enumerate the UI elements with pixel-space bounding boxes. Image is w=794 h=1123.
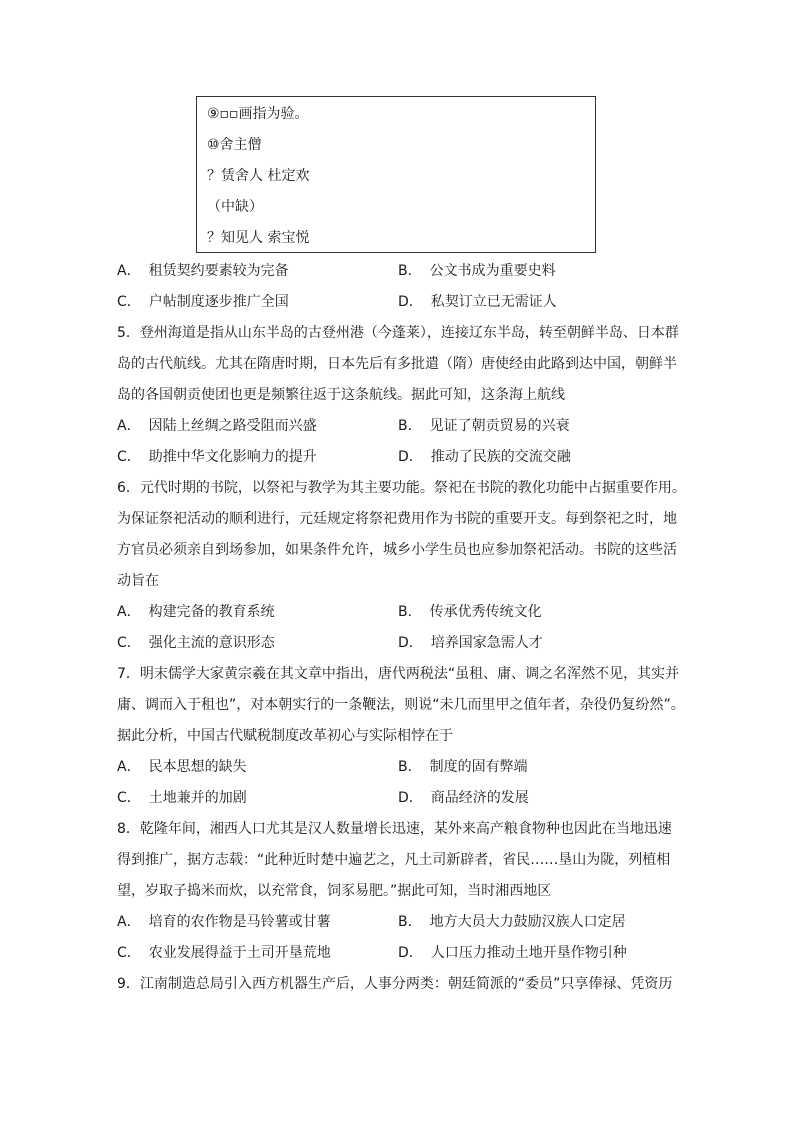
q7-stem-line-3: 据此分析，中国古代赋税制度改革初心与实际相悖在于 [117, 728, 453, 744]
q6-option-a: A． 构建完备的教育系统 [117, 604, 275, 620]
excerpt-line-3: ？赁舍人 杜定欢 [207, 168, 310, 184]
q5-option-d: D． 推动了民族的交流交融 [398, 449, 571, 465]
q8-option-b: B． 地方大员大力鼓励汉族人口定居 [398, 914, 626, 930]
q8-stem-line-1: 8．乾隆年间，湘西人口尤其是汉人数量增长迅速，某外来高产粮食物种也因此在当地迅速 [117, 821, 672, 837]
q7-option-d: D． 商品经济的发展 [398, 790, 529, 806]
q8-option-c: C． 农业发展得益于土司开垦荒地 [117, 945, 331, 961]
q6-stem-line-4: 动旨在 [117, 573, 159, 589]
q6-stem-line-2: 为保证祭祀活动的顺利进行，元廷规定将祭祀费用作为书院的重要开支。每到祭祀之时，地 [117, 511, 677, 527]
q8-option-d: D． 人口压力推动土地开垦作物引种 [398, 945, 627, 961]
q6-stem-line-3: 方官员必须亲自到场参加，如果条件允许，城乡小学生员也应参加祭祀活动。书院的这些活 [117, 542, 677, 558]
q7-option-c: C． 土地兼并的加剧 [117, 790, 247, 806]
q9-stem-line-1: 9．江南制造总局引入西方机器生产后，人事分两类：朝廷简派的“委员”只享俸禄、凭资历 [117, 976, 673, 992]
q7-stem-line-1: 7．明末儒学大家黄宗羲在其文章中指出，唐代两税法“虽租、庸、调之名浑然不见，其实并 [117, 666, 680, 682]
q4-option-a: A． 租赁契约要素较为完备 [117, 263, 289, 279]
q6-option-c: C． 强化主流的意识形态 [117, 635, 275, 651]
excerpt-line-5: ？知见人 索宝悦 [207, 230, 310, 246]
q5-option-c: C． 助推中华文化影响力的提升 [117, 449, 317, 465]
q4-option-c: C． 户帖制度逐步推广全国 [117, 294, 289, 310]
q5-stem-line-2: 岛的古代航线。尤其在隋唐时期，日本先后有多批遣（隋）唐使经由此路到达中国，朝鲜半 [117, 356, 677, 372]
q4-option-d: D． 私契订立已无需证人 [398, 294, 557, 310]
document-excerpt-box [196, 96, 596, 253]
q6-stem-line-1: 6．元代时期的书院，以祭祀与教学为其主要功能。祭祀在书院的教化功能中占据重要作用。 [117, 480, 686, 496]
excerpt-line-4: （中缺） [207, 199, 263, 215]
excerpt-line-2: ⑩舍主僧 [207, 137, 262, 153]
q6-option-b: B． 传承优秀传统文化 [398, 604, 542, 620]
q6-option-d: D． 培养国家急需人才 [398, 635, 543, 651]
q5-option-a: A． 因陆上丝绸之路受阻而兴盛 [117, 418, 317, 434]
q7-option-b: B． 制度的固有弊端 [398, 759, 528, 775]
q5-stem-line-1: 5．登州海道是指从山东半岛的古登州港（今蓬莱），连接辽东半岛，转至朝鲜半岛、日本群 [117, 325, 679, 341]
q8-option-a: A． 培育的农作物是马铃薯或甘薯 [117, 914, 331, 930]
q8-stem-line-3: 望，岁取子捣米而炊，以充常食，饲豕易肥。”据此可知，当时湘西地区 [117, 883, 552, 899]
q4-option-b: B． 公文书成为重要史料 [398, 263, 556, 279]
q7-option-a: A． 民本思想的缺失 [117, 759, 247, 775]
q5-option-b: B． 见证了朝贡贸易的兴衰 [398, 418, 570, 434]
q8-stem-line-2: 得到推广，据方志载：“此种近时楚中遍艺之，凡土司新辟者，省民……垦山为陇，列植相 [117, 852, 671, 868]
q7-stem-line-2: 庸、调而入于租也”，对本朝实行的一条鞭法，则说“未几而里甲之值年者，杂役仍复纷然”。 [117, 697, 685, 713]
q5-stem-line-3: 岛的各国朝贡使团也更是频繁往返于这条航线。据此可知，这条海上航线 [117, 387, 565, 403]
excerpt-line-1: ⑨▫▫画指为验。 [207, 106, 309, 122]
